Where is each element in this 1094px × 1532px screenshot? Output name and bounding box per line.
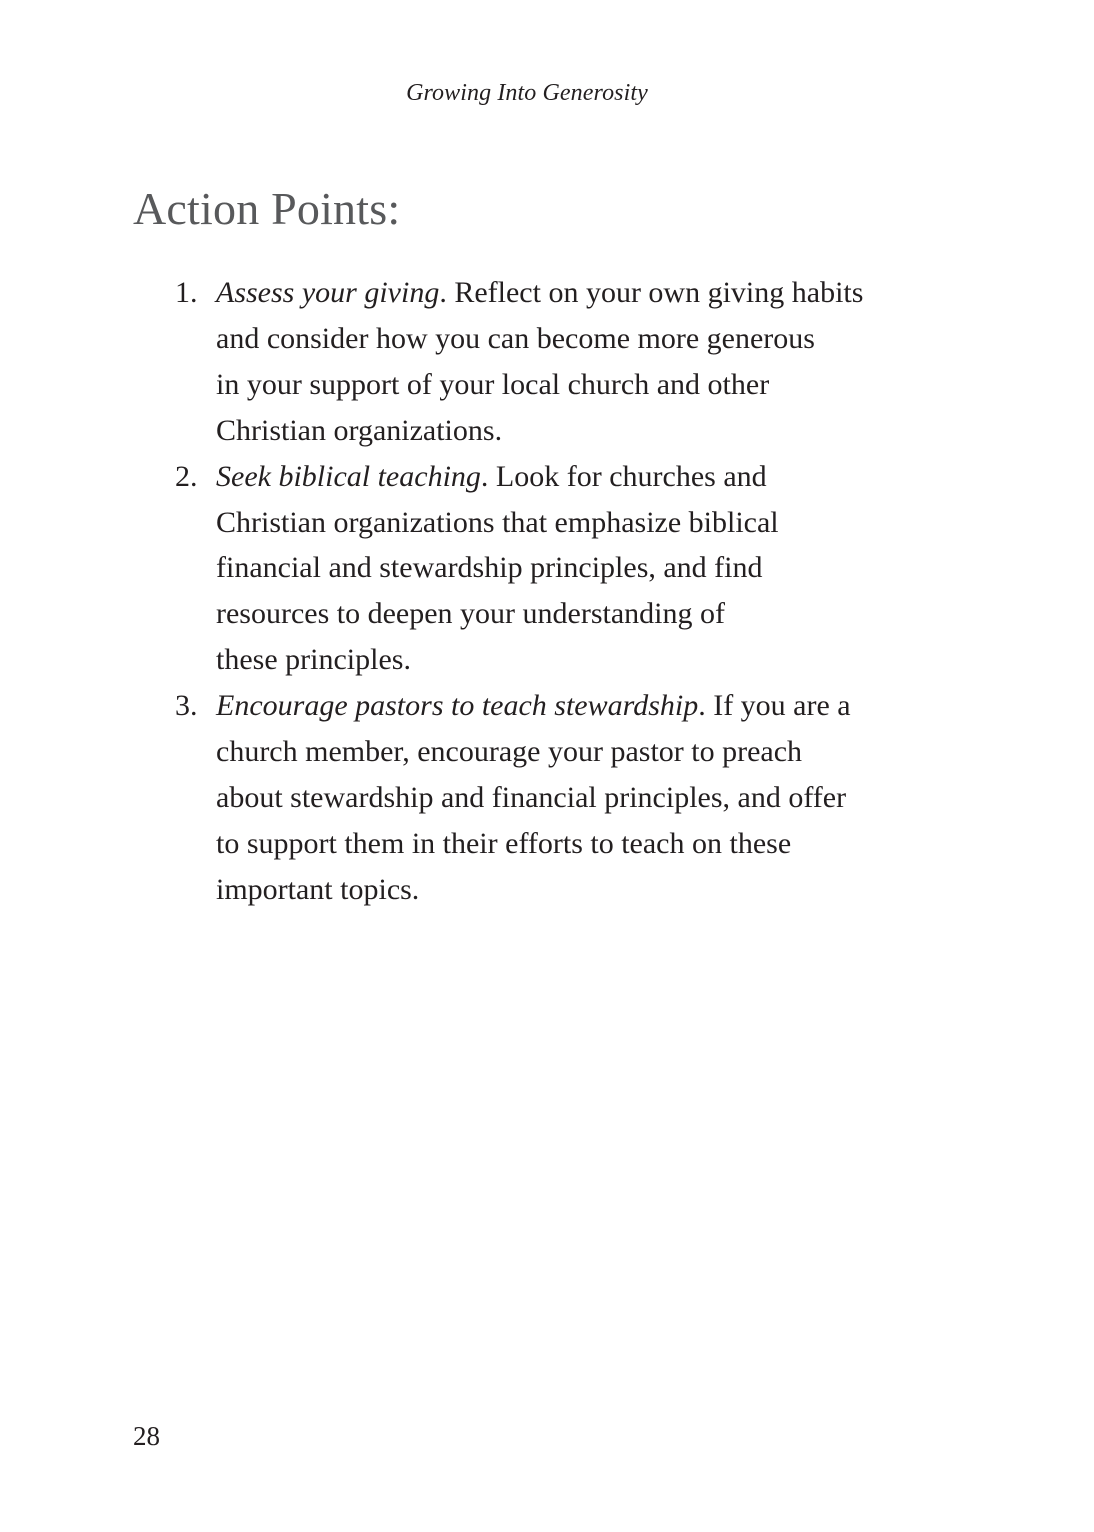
item-line: these principles. (216, 643, 411, 677)
item-first-line (216, 270, 863, 316)
item-line: Christian organizations that emphasize biblical (216, 505, 779, 539)
item-number: 2. (175, 459, 198, 493)
item-first-line (216, 683, 863, 729)
item-emphasis: Encourage pastors to teach stewardship (216, 689, 699, 723)
item-line: resources to deepen your understanding of (216, 597, 726, 631)
item-line: church member, encourage your pastor to preach (216, 735, 803, 769)
item-number: 3. (175, 689, 198, 723)
item-first-line-text: . If you are a (698, 689, 851, 723)
item-line: important topics. (216, 872, 420, 906)
item-number: 1. (175, 276, 198, 309)
action-point-item (172, 270, 863, 454)
item-first-line (216, 454, 863, 500)
item-line: to support them in their efforts to teach on these (216, 826, 792, 860)
item-line: in your support of your local church and other (216, 367, 770, 401)
item-line: financial and stewardship principles, and find (216, 551, 763, 585)
item-first-line-text: . Look for churches and (480, 459, 767, 493)
item-line: about stewardship and financial principles, and offer (216, 780, 847, 814)
item-first-line-text: . Reflect on your own giving habits (439, 276, 864, 309)
section-title: Action Points: (133, 183, 401, 234)
item-emphasis: Seek biblical teaching (216, 459, 481, 493)
item-emphasis: Assess your giving (216, 276, 440, 309)
action-point-item (172, 454, 863, 684)
action-points-list (172, 270, 863, 913)
page-number: 28 (133, 1421, 160, 1451)
running-head-title: Growing Into Generosity (406, 80, 648, 106)
item-line: and consider how you can become more generous (216, 321, 815, 355)
item-line: Christian organizations. (216, 413, 503, 447)
action-point-item (172, 683, 863, 913)
